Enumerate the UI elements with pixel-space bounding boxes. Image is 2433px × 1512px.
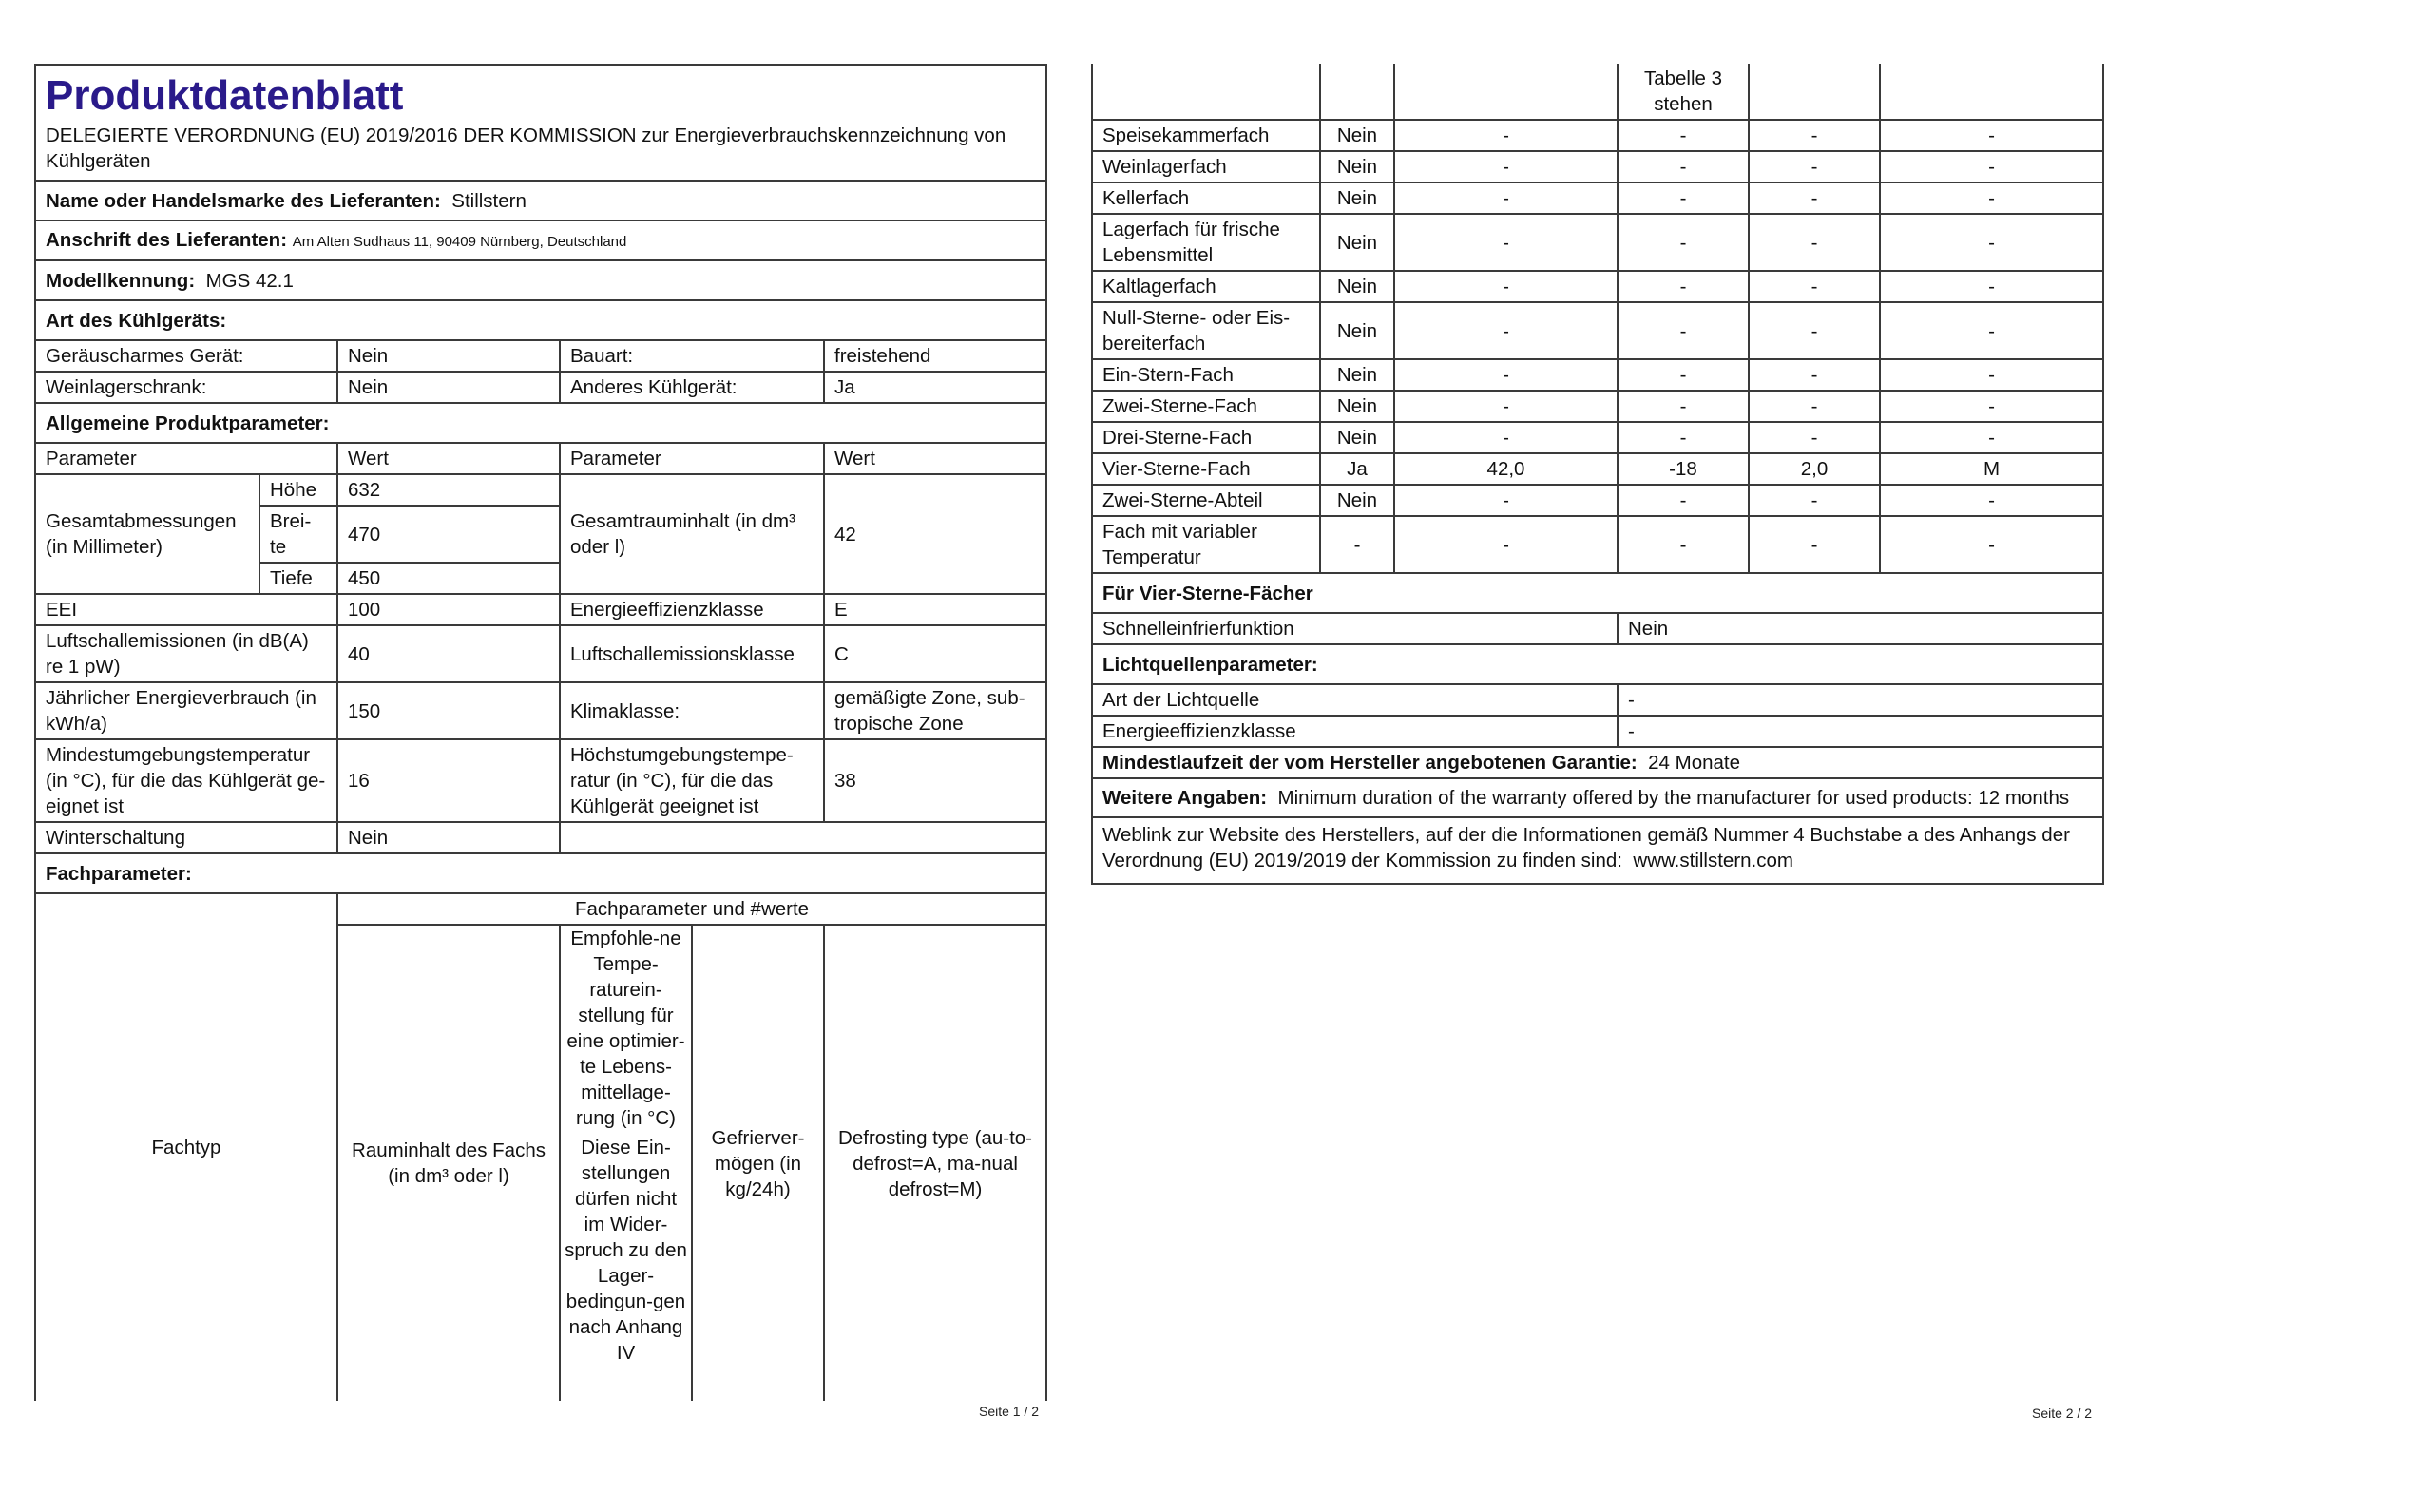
page-1	[34, 64, 1045, 1419]
type-value: freistehend	[824, 340, 1046, 372]
compartment-freeze-cell: -	[1749, 214, 1880, 271]
compartment-name-cell: Fach mit variabler Temperatur	[1092, 516, 1320, 573]
compartment-volume-cell: -	[1394, 359, 1618, 391]
compartment-temp-cell: -	[1618, 120, 1749, 151]
column-header-parameter: Parameter	[560, 443, 824, 474]
compartment-freeze-cell: -	[1749, 422, 1880, 453]
compartment-row	[1092, 120, 2103, 151]
compartment-row	[1092, 151, 2103, 182]
compartment-table-page-2	[1091, 64, 2104, 885]
compartment-freeze-cell: -	[1749, 391, 1880, 422]
weblink-text: Weblink zur Website des Herstellers, auf der die Informationen gemäß Nummer 4 Buchstabe a des Anhangs der Verordnung (EU) 2019/2019 der Kommission zu finden sind:	[1102, 824, 2070, 871]
compartment-temp-cell: -	[1618, 359, 1749, 391]
fast-freeze-label: Schnelleinfrierfunktion	[1092, 613, 1618, 644]
compartment-present-cell: Nein	[1320, 422, 1394, 453]
type-label: Geräuscharmes Gerät:	[35, 340, 337, 372]
compartment-freeze-cell: -	[1749, 271, 1880, 302]
light-type-value: -	[1618, 684, 2103, 716]
compartment-heading: Fachparameter:	[35, 853, 1046, 893]
compartment-name-cell: Weinlagerfach	[1092, 151, 1320, 182]
type-value: Ja	[824, 372, 1046, 403]
compartment-defrost-cell: -	[1880, 182, 2103, 214]
parameter-label: Jährlicher Energieverbrauch (in kWh/a)	[35, 682, 337, 739]
title-row	[35, 65, 1046, 181]
compartment-volume-cell: -	[1394, 214, 1618, 271]
compartment-present-cell: Nein	[1320, 182, 1394, 214]
light-class-row	[1092, 716, 2103, 747]
compartment-row	[1092, 391, 2103, 422]
dimension-width-label: Brei-te	[259, 506, 337, 563]
regulation-text: DELEGIERTE VERORDNUNG (EU) 2019/2016 DER KOMMISSION zur Energieverbrauchskennzeichnung von Kühlgeräten	[46, 124, 1006, 172]
temperature-header-text: Empfohle-ne Tempe-raturein-stellung für eine optimier-te Lebens-mittellage-rung (in °C)	[566, 928, 685, 1129]
light-type-label: Art der Lichtquelle	[1092, 684, 1618, 716]
compartment-freeze-cell: -	[1749, 151, 1880, 182]
compartment-freeze-cell: -	[1749, 485, 1880, 516]
page-footer: Seite 2 / 2	[2032, 1406, 2093, 1421]
winter-label: Winterschaltung	[35, 822, 337, 853]
supplier-name-row	[35, 181, 1046, 220]
page-2	[1091, 64, 2102, 1421]
compartment-freeze-cell: -	[1749, 182, 1880, 214]
dimension-width-value: 470	[337, 506, 560, 563]
compartment-volume-cell: -	[1394, 391, 1618, 422]
compartment-defrost-cell: -	[1880, 271, 2103, 302]
compartment-volume-cell: -	[1394, 182, 1618, 214]
four-star-heading-row	[1092, 573, 2103, 613]
compartment-temp-cell: -	[1618, 302, 1749, 359]
datasheet-table-page-1	[34, 64, 1047, 1401]
compartment-freeze-cell: -	[1749, 516, 1880, 573]
compartment-defrost-cell: -	[1880, 422, 2103, 453]
light-class-value: -	[1618, 716, 2103, 747]
compartment-name-cell: Zwei-Sterne-Fach	[1092, 391, 1320, 422]
general-row	[35, 594, 1046, 625]
dimension-row-height	[35, 474, 1046, 506]
compartment-name-cell: Null-Sterne- oder Eis-bereiterfach	[1092, 302, 1320, 359]
parameter-label: EEI	[35, 594, 337, 625]
parameter-value: 40	[337, 625, 560, 682]
appliance-type-heading: Art des Kühlgeräts:	[35, 300, 1046, 340]
compartment-name-cell: Ein-Stern-Fach	[1092, 359, 1320, 391]
compartment-defrost-cell: -	[1880, 120, 2103, 151]
compartment-present-cell: -	[1320, 516, 1394, 573]
compartment-defrost-cell: M	[1880, 453, 2103, 485]
model-row	[35, 260, 1046, 300]
type-value: Nein	[337, 372, 560, 403]
supplier-name-value: Stillstern	[451, 189, 527, 212]
winter-value: Nein	[337, 822, 560, 853]
dimension-height-value: 632	[337, 474, 560, 506]
general-row	[35, 682, 1046, 739]
temperature-header-note: Diese Ein-stellungen dürfen nicht im Wider-spruch zu den Lager-bedingun-gen nach Anhang IV	[565, 1137, 687, 1364]
more-info-label: Weitere Angaben:	[1102, 787, 1268, 809]
compartment-name-cell: Zwei-Sterne-Abteil	[1092, 485, 1320, 516]
compartment-temp-cell: -	[1618, 271, 1749, 302]
type-label: Weinlagerschrank:	[35, 372, 337, 403]
parameter-label: Klimaklasse:	[560, 682, 824, 739]
compartment-volume-cell: -	[1394, 485, 1618, 516]
guarantee-label: Mindestlaufzeit der vom Hersteller angebotenen Garantie:	[1102, 752, 1638, 774]
column-header-value: Wert	[337, 443, 560, 474]
table3-note: Tabelle 3 stehen	[1618, 64, 1749, 120]
guarantee-value: 24 Monate	[1648, 752, 1741, 774]
compartment-group-header: Fachparameter und #werte	[337, 893, 1046, 925]
parameter-label: Mindestumgebungstemperatur (in °C), für die das Kühlgerät ge-eignet ist	[35, 739, 337, 822]
manufacturer-weblink[interactable]: www.stillstern.com	[1633, 850, 1793, 871]
compartment-defrost-cell: -	[1880, 485, 2103, 516]
compartment-volume-cell: 42,0	[1394, 453, 1618, 485]
compartment-row	[1092, 359, 2103, 391]
supplier-address-value: Am Alten Sudhaus 11, 90409 Nürnberg, Deutschland	[292, 233, 627, 250]
winter-row	[35, 822, 1046, 853]
parameter-value: 38	[824, 739, 1046, 822]
column-header-parameter: Parameter	[35, 443, 337, 474]
column-header-fachtyp: Fachtyp	[35, 893, 337, 1401]
compartment-name-cell: Lagerfach für frische Lebensmittel	[1092, 214, 1320, 271]
compartment-temp-cell: -	[1618, 516, 1749, 573]
dimension-height-label: Höhe	[259, 474, 337, 506]
compartment-row	[1092, 485, 2103, 516]
compartment-temp-cell: -18	[1618, 453, 1749, 485]
fast-freeze-value: Nein	[1618, 613, 2103, 644]
dimensions-label: Gesamtabmessungen (in Millimeter)	[35, 474, 259, 594]
supplier-address-label: Anschrift des Lieferanten:	[46, 228, 288, 251]
column-header-freezing-capacity: Gefrierver-mögen (in kg/24h)	[692, 925, 824, 1401]
compartment-defrost-cell: -	[1880, 391, 2103, 422]
compartment-name-cell: Kellerfach	[1092, 182, 1320, 214]
weblink-row	[1092, 817, 2103, 884]
compartment-present-cell: Nein	[1320, 302, 1394, 359]
compartment-temp-cell: -	[1618, 151, 1749, 182]
parameter-label: Höchstumgebungstempe-ratur (in °C), für die das Kühlgerät geeignet ist	[560, 739, 824, 822]
guarantee-row	[1092, 747, 2103, 778]
more-info-value: Minimum duration of the warranty offered by the manufacturer for used products: 12 months	[1277, 787, 2070, 809]
general-header-row	[35, 443, 1046, 474]
compartment-rows	[1092, 120, 2103, 573]
light-heading-row	[1092, 644, 2103, 684]
compartment-temp-cell: -	[1618, 182, 1749, 214]
parameter-value: 100	[337, 594, 560, 625]
parameter-value: 150	[337, 682, 560, 739]
four-star-heading: Für Vier-Sterne-Fächer	[1092, 573, 2103, 613]
parameter-value: E	[824, 594, 1046, 625]
page-title: Produktdatenblatt	[46, 72, 404, 119]
general-row	[35, 625, 1046, 682]
compartment-heading-row	[35, 853, 1046, 893]
compartment-defrost-cell: -	[1880, 214, 2103, 271]
type-row	[35, 372, 1046, 403]
column-header-temperature	[560, 925, 692, 1401]
compartment-row	[1092, 302, 2103, 359]
parameter-label: Luftschallemissionsklasse	[560, 625, 824, 682]
compartment-row	[1092, 271, 2103, 302]
compartment-freeze-cell: -	[1749, 302, 1880, 359]
type-value: Nein	[337, 340, 560, 372]
compartment-temp-cell: -	[1618, 422, 1749, 453]
general-heading: Allgemeine Produktparameter:	[35, 403, 1046, 443]
compartment-defrost-cell: -	[1880, 516, 2103, 573]
model-label: Modellkennung:	[46, 269, 196, 292]
compartment-present-cell: Nein	[1320, 391, 1394, 422]
column-header-value: Wert	[824, 443, 1046, 474]
light-class-label: Energieeffizienzklasse	[1092, 716, 1618, 747]
appliance-type-heading-row	[35, 300, 1046, 340]
compartment-name-cell: Vier-Sterne-Fach	[1092, 453, 1320, 485]
compartment-volume-cell: -	[1394, 271, 1618, 302]
compartment-present-cell: Nein	[1320, 359, 1394, 391]
compartment-row	[1092, 182, 2103, 214]
total-volume-value: 42	[824, 474, 1046, 594]
compartment-freeze-cell: -	[1749, 120, 1880, 151]
compartment-temp-cell: -	[1618, 485, 1749, 516]
supplier-name-label: Name oder Handelsmarke des Lieferanten:	[46, 189, 441, 212]
compartment-row	[1092, 453, 2103, 485]
compartment-temp-cell: -	[1618, 214, 1749, 271]
dimension-depth-value: 450	[337, 563, 560, 594]
column-header-defrost: Defrosting type (au-to-defrost=A, ma-nual defrost=M)	[824, 925, 1046, 1401]
light-heading: Lichtquellenparameter:	[1092, 644, 2103, 684]
fast-freeze-row	[1092, 613, 2103, 644]
compartment-present-cell: Ja	[1320, 453, 1394, 485]
total-volume-label: Gesamtrauminhalt (in dm³ oder l)	[560, 474, 824, 594]
compartment-name-cell: Kaltlagerfach	[1092, 271, 1320, 302]
parameter-value: C	[824, 625, 1046, 682]
compartment-group-header-row	[35, 893, 1046, 925]
compartment-present-cell: Nein	[1320, 485, 1394, 516]
compartment-volume-cell: -	[1394, 422, 1618, 453]
compartment-present-cell: Nein	[1320, 120, 1394, 151]
parameter-label: Luftschallemissionen (in dB(A) re 1 pW)	[35, 625, 337, 682]
compartment-freeze-cell: 2,0	[1749, 453, 1880, 485]
parameter-value: gemäßigte Zone, sub-tropische Zone	[824, 682, 1046, 739]
type-row	[35, 340, 1046, 372]
compartment-defrost-cell: -	[1880, 151, 2103, 182]
compartment-defrost-cell: -	[1880, 302, 2103, 359]
column-header-volume: Rauminhalt des Fachs (in dm³ oder l)	[337, 925, 560, 1401]
model-value: MGS 42.1	[205, 269, 294, 292]
light-type-row	[1092, 684, 2103, 716]
type-label: Anderes Kühlgerät:	[560, 372, 824, 403]
compartment-volume-cell: -	[1394, 151, 1618, 182]
compartment-name-cell: Speisekammerfach	[1092, 120, 1320, 151]
compartment-row	[1092, 214, 2103, 271]
type-label: Bauart:	[560, 340, 824, 372]
supplier-address-row	[35, 220, 1046, 260]
dimension-depth-label: Tiefe	[259, 563, 337, 594]
compartment-present-cell: Nein	[1320, 271, 1394, 302]
continued-header-row	[1092, 64, 2103, 120]
parameter-label: Energieeffizienzklasse	[560, 594, 824, 625]
compartment-present-cell: Nein	[1320, 214, 1394, 271]
compartment-row	[1092, 422, 2103, 453]
more-info-row	[1092, 778, 2103, 817]
compartment-defrost-cell: -	[1880, 359, 2103, 391]
compartment-volume-cell: -	[1394, 302, 1618, 359]
compartment-volume-cell: -	[1394, 120, 1618, 151]
compartment-row	[1092, 516, 2103, 573]
compartment-volume-cell: -	[1394, 516, 1618, 573]
compartment-freeze-cell: -	[1749, 359, 1880, 391]
parameter-value: 16	[337, 739, 560, 822]
general-heading-row	[35, 403, 1046, 443]
compartment-name-cell: Drei-Sterne-Fach	[1092, 422, 1320, 453]
compartment-temp-cell: -	[1618, 391, 1749, 422]
compartment-present-cell: Nein	[1320, 151, 1394, 182]
page-footer: Seite 1 / 2	[979, 1404, 1040, 1419]
general-row	[35, 739, 1046, 822]
